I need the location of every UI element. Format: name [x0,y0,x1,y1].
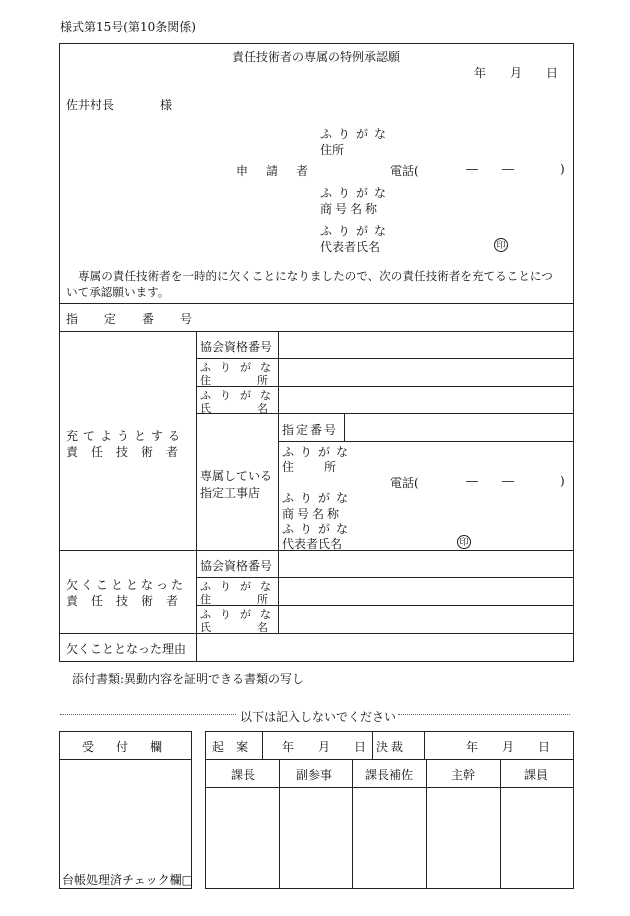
assign-name-furigana: ふりがな [200,389,280,402]
request-text-line2: いて承認願います。 [66,285,170,299]
applicant-rep-furigana: ふりがな [320,224,393,238]
application-form-frame [59,43,574,662]
applicant-phone-dash1: ― [466,162,478,176]
missing-label-line1: 欠くこととなった [66,578,187,592]
contractor-designation-number-label: 指定番号 [282,423,339,437]
assign-address-furigana: ふりがな [200,361,280,374]
contractor-phone-dash2: ― [502,474,514,488]
drafting-label: 起案 [212,740,261,754]
date-day-label: 日 [546,66,559,80]
decision-year-label: 年 [466,740,479,754]
contractor-phone-label: 電話( [390,476,419,490]
missing-name-label: 氏名 [200,621,314,634]
form-number: 様式第15号(第10条関係) [60,20,196,34]
applicant-rep-name-label: 代表者氏名 [320,240,381,254]
designation-number-label: 指定番号 [66,312,219,326]
assign-address-label: 住所 [200,374,314,387]
contractor-address-label: 住所 [282,460,367,474]
assign-label-line2: 責任技術者 [66,445,192,459]
applicant-seal-mark: 印 [494,238,508,252]
date-year-label: 年 [474,66,487,80]
applicant-phone-dash2: ― [502,162,514,176]
missing-address-label: 住所 [200,593,314,606]
assign-name-label: 氏名 [200,402,314,415]
contractor-phone-dash1: ― [466,474,478,488]
applicant-address-furigana: ふりがな [320,127,393,141]
missing-name-furigana: ふりがな [200,608,280,621]
contractor-phone-close: ) [560,474,565,488]
contractor-seal-mark: 印 [457,535,471,549]
form-title: 責任技術者の専属の特例承認願 [232,50,401,64]
addressee: 佐井村長 [66,98,115,112]
attachment-note: 添付書類:異動内容を証明できる書類の写し [72,672,305,686]
assign-label-line1: 充てようとする [66,429,186,443]
drafting-month-label: 月 [318,740,331,754]
assign-assoc-number-label: 協会資格番号 [200,340,273,354]
missing-address-furigana: ふりがな [200,580,280,593]
date-month-label: 月 [510,66,523,80]
contractor-rep-furigana: ふりがな [282,522,355,536]
applicant-label: 申請者 [236,164,327,178]
office-use-notice: 以下は記入しないでください [240,710,397,724]
contractor-rep-name-label: 代表者氏名 [282,537,343,551]
drafting-year-label: 年 [282,740,295,754]
approver-assistant-chief: 課長補佐 [365,768,414,782]
contractor-label-line2: 指定工事店 [200,486,261,500]
decision-label: 決裁 [376,740,407,754]
applicant-address-label: 住所 [320,143,345,157]
decision-month-label: 月 [502,740,515,754]
missing-assoc-number-label: 協会資格番号 [200,559,273,573]
contractor-address-furigana: ふりがな [282,445,355,459]
approver-deputy-counselor: 副参事 [296,768,333,782]
contractor-trade-name-label: 商号名称 [282,507,343,521]
applicant-phone-label: 電話( [390,164,419,178]
applicant-phone-close: ) [560,162,565,176]
reason-label: 欠くこととなった理由 [66,642,187,656]
approver-section-chief: 課長 [231,768,256,782]
reception-label: 受付欄 [82,740,185,754]
missing-label-line2: 責任技術者 [66,594,192,608]
drafting-day-label: 日 [354,740,367,754]
request-text-line1: 専属の責任技術者を一時的に欠くことになりましたので、次の責任技術者を充てることにつ [78,269,553,283]
contractor-label-line1: 専属している [200,469,273,483]
applicant-trade-furigana: ふりがな [320,186,393,200]
decision-day-label: 日 [538,740,551,754]
contractor-trade-furigana: ふりがな [282,491,355,505]
approver-chief-clerk: 主幹 [451,768,476,782]
ledger-check-label: 台帳処理済チェック欄□ [62,873,193,887]
addressee-honorific: 様 [160,98,173,112]
applicant-trade-name-label: 商号名称 [320,202,381,216]
approver-staff: 課員 [524,768,549,782]
